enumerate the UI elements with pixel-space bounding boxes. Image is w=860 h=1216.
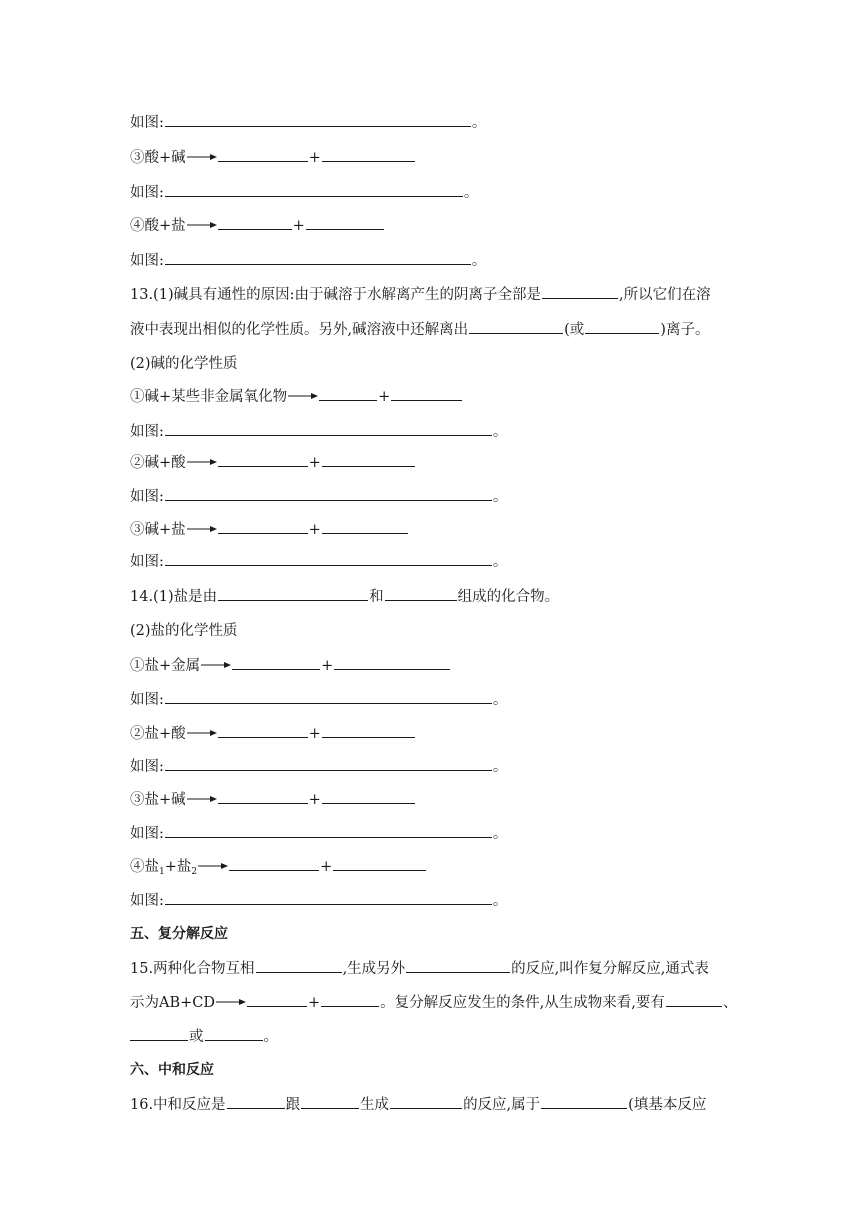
question-15-line-3 xyxy=(130,1026,278,1046)
question-text: 组成的化合物。 xyxy=(457,589,560,605)
question-text: (填基本反应 xyxy=(628,1097,707,1113)
period: 。 xyxy=(471,253,487,269)
answer-blank[interactable] xyxy=(585,319,659,334)
question-text: ,生成另外 xyxy=(342,961,406,977)
plus-sign: + xyxy=(308,455,321,471)
question-text: ,所以它们在溶 xyxy=(618,287,711,303)
period: 。 xyxy=(492,489,508,505)
figure-line xyxy=(130,421,507,441)
arrow-icon xyxy=(187,524,217,534)
answer-blank[interactable] xyxy=(165,551,492,566)
question-15-line-2 xyxy=(130,992,737,1012)
plus-sign: + xyxy=(321,658,334,674)
question-text: (或 xyxy=(564,322,585,338)
reaction-text: ②盐+酸 xyxy=(130,726,186,742)
period: 。 xyxy=(471,115,487,131)
answer-blank[interactable] xyxy=(165,421,492,436)
answer-blank[interactable] xyxy=(391,386,462,401)
answer-blank[interactable] xyxy=(218,586,368,601)
arrow-icon xyxy=(187,794,217,804)
figure-label: 如图: xyxy=(130,826,164,842)
question-text: 14.(1)盐是由 xyxy=(130,589,218,605)
figure-label: 如图: xyxy=(130,893,164,909)
figure-label: 如图: xyxy=(130,185,164,201)
answer-blank[interactable] xyxy=(385,586,457,601)
answer-blank[interactable] xyxy=(469,319,563,334)
reaction-line-base-oxide xyxy=(130,386,463,406)
reaction-line-salt-metal xyxy=(130,655,451,675)
arrow-icon xyxy=(201,660,231,670)
question-15-line-1 xyxy=(130,958,709,978)
answer-blank[interactable] xyxy=(322,147,415,162)
answer-blank[interactable] xyxy=(229,856,319,871)
question-text: 13.(1)碱具有通性的原因:由于碱溶于水解离产生的阴离子全部是 xyxy=(130,287,541,303)
answer-blank[interactable] xyxy=(306,215,384,230)
question-text: 示为AB+CD xyxy=(130,995,215,1011)
reaction-text: ③碱+盐 xyxy=(130,522,186,538)
reaction-text: +盐 xyxy=(164,859,192,875)
reaction-line-acid-salt xyxy=(130,215,385,235)
section-heading-double-displacement xyxy=(130,924,228,944)
reaction-text: ③酸+碱 xyxy=(130,150,186,166)
answer-blank[interactable] xyxy=(542,284,618,299)
reaction-text: ①盐+金属 xyxy=(130,658,201,674)
subscript: 2 xyxy=(191,867,198,877)
answer-blank[interactable] xyxy=(322,789,415,804)
period: 。 xyxy=(492,893,508,909)
answer-blank[interactable] xyxy=(301,1094,359,1109)
arrow-icon xyxy=(198,861,228,871)
plus-sign: + xyxy=(378,389,391,405)
arrow-icon xyxy=(216,997,246,1007)
answer-blank[interactable] xyxy=(218,147,308,162)
question-text: 。复分解反应发生的条件,从生成物来看,要有 xyxy=(380,995,665,1011)
figure-label: 如图: xyxy=(130,692,164,708)
figure-line xyxy=(130,689,507,709)
plus-sign: + xyxy=(308,792,321,808)
question-13-line-1 xyxy=(130,284,711,304)
reaction-text: ①碱+某些非金属氧化物 xyxy=(130,389,288,405)
answer-blank[interactable] xyxy=(165,250,471,265)
answer-blank[interactable] xyxy=(247,992,307,1007)
figure-label: 如图: xyxy=(130,489,164,505)
answer-blank[interactable] xyxy=(165,486,492,501)
question-text: 、 xyxy=(722,995,738,1011)
period: 。 xyxy=(492,759,508,775)
answer-blank[interactable] xyxy=(333,856,426,871)
answer-blank[interactable] xyxy=(321,992,379,1007)
answer-blank[interactable] xyxy=(541,1094,627,1109)
answer-blank[interactable] xyxy=(218,789,308,804)
answer-blank[interactable] xyxy=(322,519,408,534)
answer-blank[interactable] xyxy=(205,1026,263,1041)
figure-label: 如图: xyxy=(130,253,164,269)
answer-blank[interactable] xyxy=(165,182,463,197)
answer-blank[interactable] xyxy=(227,1094,285,1109)
plus-sign: + xyxy=(308,726,321,742)
plus-sign: + xyxy=(308,150,321,166)
arrow-icon xyxy=(187,220,217,230)
period: 。 xyxy=(263,1029,278,1045)
figure-label: 如图: xyxy=(130,554,164,570)
figure-line xyxy=(130,551,507,571)
figure-line xyxy=(130,890,507,910)
answer-blank[interactable] xyxy=(406,958,510,973)
question-text: 的反应,属于 xyxy=(463,1097,541,1113)
section-heading-neutralization xyxy=(130,1060,214,1080)
question-text: 跟 xyxy=(285,1097,301,1113)
subheading-text: (2)盐的化学性质 xyxy=(130,623,238,639)
answer-blank[interactable] xyxy=(130,1026,188,1041)
question-text: 或 xyxy=(189,1029,204,1045)
arrow-icon xyxy=(288,391,318,401)
answer-blank[interactable] xyxy=(322,723,415,738)
answer-blank[interactable] xyxy=(165,756,492,771)
answer-blank[interactable] xyxy=(319,386,377,401)
answer-blank[interactable] xyxy=(666,992,722,1007)
reaction-line-base-acid xyxy=(130,452,416,472)
subheading-text: (2)碱的化学性质 xyxy=(130,356,238,372)
answer-blank[interactable] xyxy=(218,723,308,738)
period: 。 xyxy=(463,185,479,201)
reaction-line-base-salt xyxy=(130,519,409,539)
answer-blank[interactable] xyxy=(218,215,292,230)
period: 。 xyxy=(492,692,508,708)
period: 。 xyxy=(492,826,508,842)
answer-blank[interactable] xyxy=(334,655,450,670)
figure-line xyxy=(130,112,486,132)
arrow-icon xyxy=(187,728,217,738)
question-16-line-1 xyxy=(130,1094,706,1114)
answer-blank[interactable] xyxy=(322,452,415,467)
answer-blank[interactable] xyxy=(165,689,492,704)
question-text: 生成 xyxy=(360,1097,390,1113)
figure-label: 如图: xyxy=(130,424,164,440)
subscript: 1 xyxy=(159,867,165,877)
plus-sign: + xyxy=(320,859,333,875)
section-title: 六、中和反应 xyxy=(130,1062,214,1078)
answer-blank[interactable] xyxy=(232,655,320,670)
figure-line xyxy=(130,823,507,843)
period: 。 xyxy=(492,554,508,570)
figure-line xyxy=(130,486,507,506)
reaction-line-salt-acid xyxy=(130,723,416,743)
answer-blank[interactable] xyxy=(256,958,342,973)
figure-label: 如图: xyxy=(130,759,164,775)
question-text: 的反应,叫作复分解反应,通式表 xyxy=(511,961,709,977)
reaction-text: ②碱+酸 xyxy=(130,455,186,471)
reaction-line-salt-base xyxy=(130,789,416,809)
answer-blank[interactable] xyxy=(218,519,308,534)
question-14-line-1 xyxy=(130,586,559,606)
subheading-base-properties xyxy=(130,354,238,374)
reaction-text: ④盐 xyxy=(130,859,159,875)
answer-blank[interactable] xyxy=(390,1094,462,1109)
figure-line xyxy=(130,756,507,776)
subheading-salt-properties xyxy=(130,621,238,641)
answer-blank[interactable] xyxy=(165,823,492,838)
figure-label: 如图: xyxy=(130,115,164,131)
period: 。 xyxy=(492,424,508,440)
answer-blank[interactable] xyxy=(218,452,308,467)
reaction-text: ③盐+碱 xyxy=(130,792,186,808)
plus-sign: + xyxy=(292,218,305,234)
reaction-line-acid-base xyxy=(130,147,416,167)
reaction-line-salt-salt xyxy=(130,856,427,876)
arrow-icon xyxy=(187,457,217,467)
section-title: 五、复分解反应 xyxy=(130,926,228,942)
question-text: 和 xyxy=(369,589,384,605)
answer-blank[interactable] xyxy=(165,112,471,127)
question-text: )离子。 xyxy=(660,322,710,338)
question-text: 液中表现出相似的化学性质。另外,碱溶液中还解离出 xyxy=(130,322,469,338)
plus-sign: + xyxy=(308,522,321,538)
plus-sign: + xyxy=(308,995,321,1011)
figure-line xyxy=(130,250,486,270)
reaction-text: ④酸+盐 xyxy=(130,218,186,234)
arrow-icon xyxy=(187,152,217,162)
figure-line xyxy=(130,182,478,202)
question-13-line-2 xyxy=(130,319,709,339)
question-text: 15.两种化合物互相 xyxy=(130,961,255,977)
question-text: 16.中和反应是 xyxy=(130,1097,226,1113)
answer-blank[interactable] xyxy=(165,890,492,905)
